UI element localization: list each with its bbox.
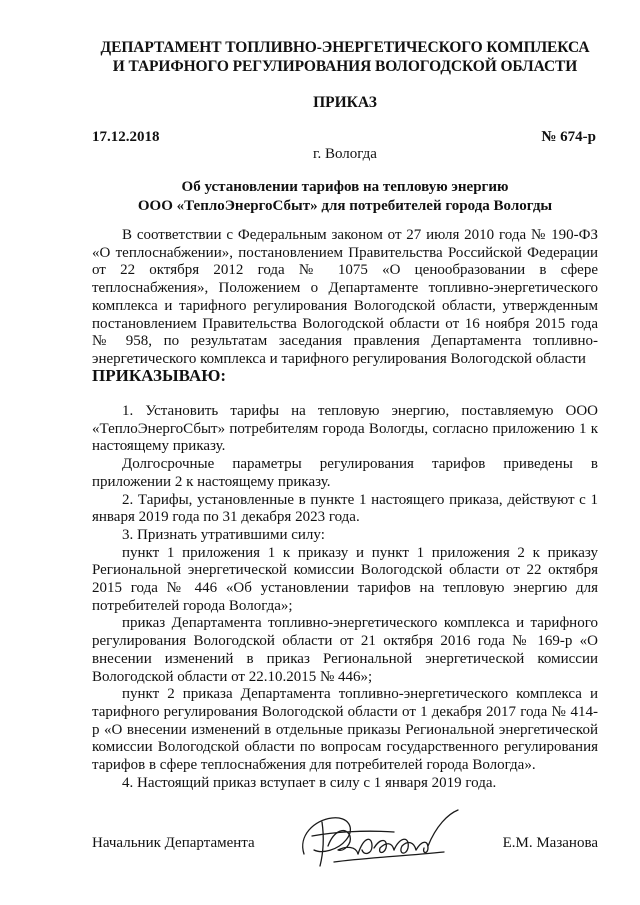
document-city: г. Вологда: [313, 146, 377, 162]
subject-line-1: Об установлении тарифов на тепловую энергию: [181, 179, 509, 195]
subject-line-2: ООО «ТеплоЭнергоСбыт» для потребителей города Вологды: [137, 198, 553, 214]
order-item-3-a: пункт 1 приложения 1 к приказу и пункт 1 приложения 2 к приказу Региональной энергетической комиссии Вологодской области от 22 октября 2015 года № 446 «Об установлении тарифов на тепловую энергию для потребителей города Вологда»;: [92, 544, 598, 614]
organization-line-1: ДЕПАРТАМЕНТ ТОПЛИВНО-ЭНЕРГЕТИЧЕСКОГО КОМПЛЕКСА: [100, 39, 590, 56]
order-item-4: 4. Настоящий приказ вступает в силу с 1 января 2019 года.: [122, 774, 497, 791]
organization-name: [60, 38, 630, 76]
order-item-3-c: пункт 2 приказа Департамента топливно-энергетического комплекса и тарифного регулирования Вологодской области от 1 декабря 2017 года № 414-р «О внесении изменений в отдельные приказы Региональной энергетической комиссии Вологодской области по вопросам государственного регулирования тарифов в сфере теплоснабжения для потребителей города Вологда».: [92, 686, 598, 774]
handwritten-signature-icon: [294, 806, 470, 876]
preamble: [92, 227, 598, 369]
organization-line-2: И ТАРИФНОГО РЕГУЛИРОВАНИЯ ВОЛОГОДСКОЙ ОБЛАСТИ: [112, 58, 578, 75]
preamble-paragraph: В соответствии с Федеральным законом от 27 июля 2010 года № 190-ФЗ «О теплоснабжении», постановлением Правительства Российской Федерации от 22 октября 2012 года № 1075 «О ценообразовании в сфере теплоснабжения», Положением о Департаменте топливно-энергетического комплекса и тарифного регулирования Вологодской области, утвержденным постановлением Правительства Вологодской области от 16 ноября 2015 года № 958, по результатам заседания правления Департамента топливно-энергетического комплекса и тарифного регулирования Вологодской области: [92, 227, 598, 367]
document-type: ПРИКАЗ: [313, 94, 377, 111]
decree-word: ПРИКАЗЫВАЮ:: [92, 366, 227, 385]
order-item-3: 3. Признать утратившими силу:: [122, 526, 325, 543]
order-item-1-params: Долгосрочные параметры регулирования тарифов приведены в приложении 2 к настоящему приказу.: [92, 456, 598, 490]
order-items: [92, 403, 598, 792]
order-item-1: 1. Установить тарифы на тепловую энергию, поставляемую ООО «ТеплоЭнергоСбыт» потребителям города Вологды, согласно приложению 1 к настоящему приказу.: [92, 403, 598, 455]
signer-position: Начальник Департамента: [92, 835, 255, 851]
signer-name: Е.М. Мазанова: [502, 835, 598, 851]
document-subject: [60, 178, 630, 216]
order-item-3-b: приказ Департамента топливно-энергетического комплекса и тарифного регулирования Вологодской области от 21 октября 2016 года № 169-р «О внесении изменений в приказ Региональной энергетической комиссии Вологодской области от 22.10.2015 № 446»;: [92, 615, 598, 685]
document-date: 17.12.2018: [92, 129, 160, 145]
order-item-2: 2. Тарифы, установленные в пункте 1 настоящего приказа, действуют с 1 января 2019 года по 31 декабря 2023 года.: [92, 491, 598, 526]
document-number: № 674-р: [541, 129, 596, 145]
